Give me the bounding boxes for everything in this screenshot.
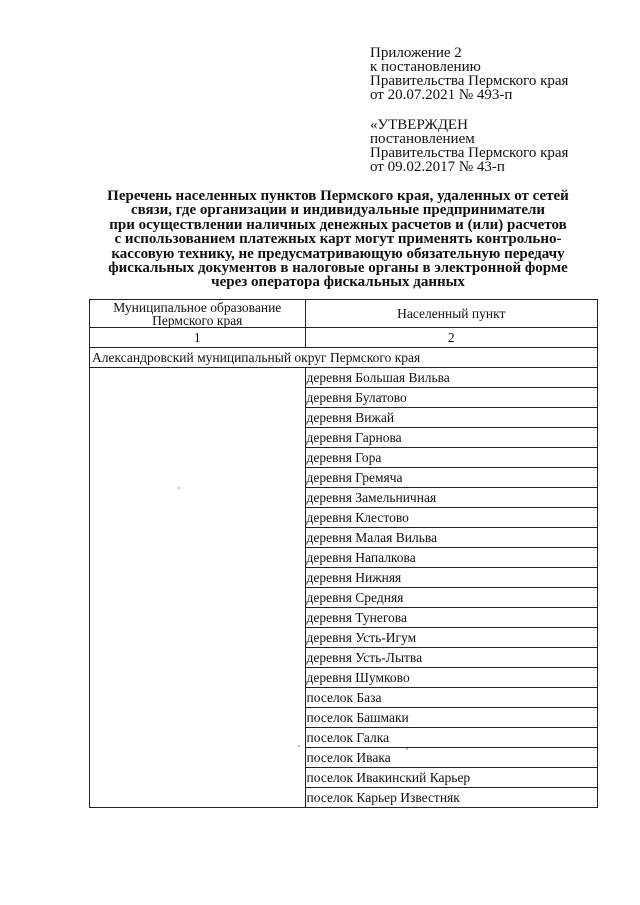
settlement-name: деревня Клестово: [305, 508, 597, 528]
header-municipality-line2: Пермского края: [152, 312, 243, 328]
settlement-name: деревня Усть-Лытва: [305, 648, 597, 668]
settlement-name: деревня Нижняя: [305, 568, 597, 588]
district-row: [90, 348, 598, 368]
settlements-table: [89, 299, 598, 808]
settlement-name: деревня Гора: [305, 448, 597, 468]
settlement-name: деревня Средняя: [305, 588, 597, 608]
title-line: Перечень населенных пунктов Пермского края, удаленных от сетей: [107, 188, 569, 204]
title-line: при осуществлении наличных денежных расчетов и (или) расчетов: [109, 216, 567, 233]
approved-line: «УТВЕРЖДЕН: [370, 117, 468, 133]
scan-speck: [178, 487, 180, 489]
settlement-name: деревня Тунегова: [305, 608, 597, 628]
appendix-line: Приложение 2: [370, 45, 462, 61]
title-line: с использованием платежных карт могут применять контрольно-: [114, 231, 562, 248]
approved-block: [370, 118, 632, 174]
header-municipality-line1: Муниципальное образование: [113, 299, 282, 315]
settlement-name: деревня Гарнова: [305, 428, 597, 448]
column-number-1: 1: [90, 328, 306, 348]
settlement-name: деревня Гремяча: [305, 468, 597, 488]
header-settlement: Населенный пункт: [305, 300, 597, 328]
settlement-name: деревня Вижай: [305, 408, 597, 428]
title-line: фискальных документов в налоговые органы в электронной форме: [108, 260, 568, 277]
column-number-2: 2: [305, 328, 597, 348]
column-numbers-row: [90, 328, 598, 348]
settlement-name: поселок Ивака: [305, 748, 597, 768]
settlement-name: деревня Усть-Игум: [305, 628, 597, 648]
approved-line: постановлением: [370, 131, 475, 147]
appendix-line: Правительства Пермского края: [370, 73, 569, 89]
municipality-merged-cell: [90, 368, 306, 808]
scan-speck: [298, 745, 300, 747]
document-title: [90, 189, 586, 290]
table-header-row: [90, 300, 598, 328]
appendix-line: к постановлению: [370, 59, 481, 75]
settlement-name: поселок Ивакинский Карьер: [305, 768, 597, 788]
settlement-name: поселок База: [305, 688, 597, 708]
district-name: Александровский муниципальный округ Пермского края: [90, 348, 598, 368]
settlement-name: поселок Галка: [305, 728, 597, 748]
table-row: [90, 368, 598, 388]
approved-line: Правительства Пермского края: [370, 145, 569, 161]
settlement-name: деревня Шумково: [305, 668, 597, 688]
settlement-name: деревня Большая Вильва: [305, 368, 597, 388]
title-line: через оператора фискальных данных: [211, 274, 465, 291]
settlement-name: поселок Карьер Известняк: [305, 788, 597, 808]
appendix-block: [370, 46, 632, 102]
approved-line: от 09.02.2017 № 43-п: [370, 159, 505, 175]
title-line: связи, где организации и индивидуальные предприниматели: [130, 202, 546, 219]
header-municipality: [90, 300, 306, 328]
scan-speck: [406, 748, 408, 750]
settlement-name: деревня Напалкова: [305, 548, 597, 568]
settlement-name: поселок Башмаки: [305, 708, 597, 728]
appendix-line: от 20.07.2021 № 493-п: [370, 87, 513, 103]
title-line: кассовую технику, не предусматривающую обязательную передачу: [111, 245, 565, 262]
settlement-name: деревня Малая Вильва: [305, 528, 597, 548]
settlement-name: деревня Булатово: [305, 388, 597, 408]
settlement-name: деревня Замельничная: [305, 488, 597, 508]
